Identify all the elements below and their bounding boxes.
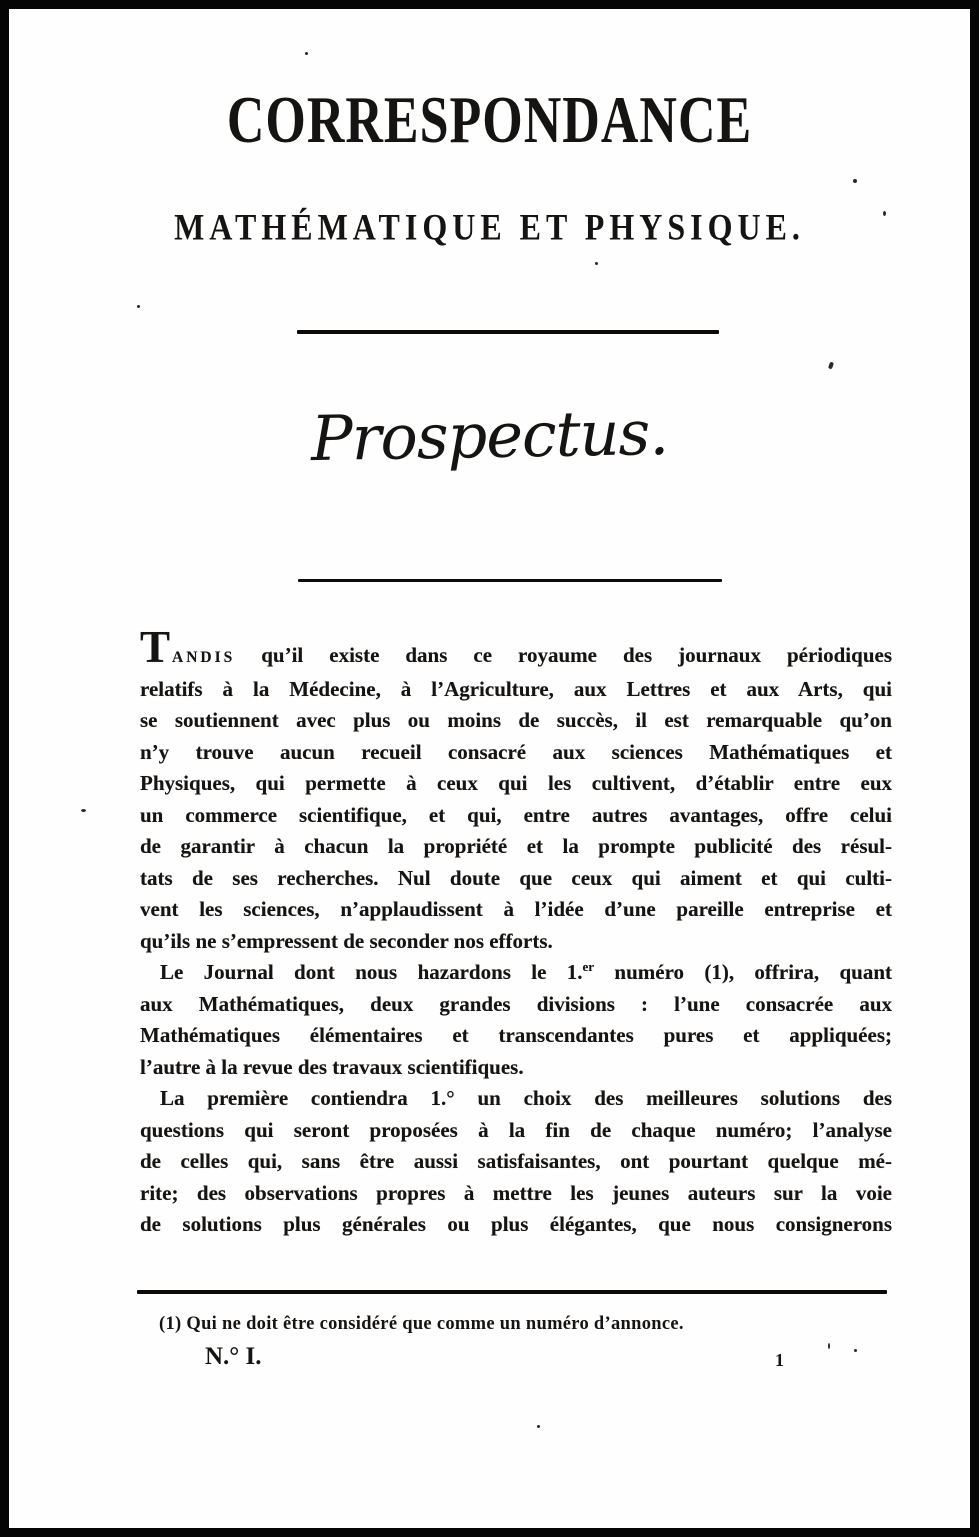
line-text: qu’il existe dans ce royaume des journaux périodiques	[235, 643, 892, 667]
line-text: Le Journal dont nous hazardons le 1.	[160, 960, 583, 984]
paragraph-2	[140, 957, 892, 1083]
scan-speck	[828, 362, 834, 370]
paragraph-line: La première contiendra 1.° un choix des meilleures solutions des	[160, 1086, 892, 1110]
footnote-text: (1) Qui ne doit être considéré que comme un numéro d’annonce.	[159, 1314, 684, 1334]
paragraph-line: de celles qui, sans être aussi satisfaisantes, ont pourtant quelque mé-	[140, 1149, 892, 1173]
paragraph-line: l’autre à la revue des travaux scientifiques.	[140, 1054, 524, 1079]
scan-speck	[828, 1343, 830, 1349]
journal-subtitle: MATHÉMATIQUE ET PHYSIQUE.	[174, 206, 805, 248]
paragraph-line: n’y trouve aucun recueil consacré aux sciences Mathématiques et	[140, 739, 892, 764]
paragraph-1	[140, 622, 892, 957]
scan-speck	[854, 1349, 857, 1352]
scan-speck	[305, 52, 308, 55]
journal-title: CORRESPONDANCE	[226, 84, 753, 158]
paragraph-line: Mathématiques élémentaires et transcendantes pures et appliquées;	[140, 1023, 892, 1047]
scan-speck	[537, 1425, 540, 1428]
paragraph-line: tats de ses recherches. Nul doute que ceux qui aiment et qui culti-	[140, 865, 892, 890]
paragraph-line: questions qui seront proposées à la fin de chaque numéro; l’analyse	[140, 1117, 892, 1142]
scan-speck	[853, 179, 857, 183]
paragraph-line: Physiques, qui permette à ceux qui les cultivent, d’établir entre eux	[140, 771, 892, 795]
article-body	[140, 622, 892, 1241]
scan-speck	[137, 305, 140, 308]
paragraph-3	[140, 1083, 892, 1241]
paragraph-line: relatifs à la Médecine, à l’Agriculture, aux Lettres et aux Arts, qui	[140, 676, 892, 701]
paragraph-line: se soutiennent avec plus ou moins de succès, il est remarquable qu’on	[140, 708, 892, 732]
paragraph-line: qu’ils ne s’empressent de seconder nos efforts.	[140, 928, 553, 953]
superscript-er: er	[582, 959, 595, 974]
page-number: 1	[775, 1350, 784, 1370]
scan-speck	[81, 809, 86, 812]
line-text: numéro (1), offrira, quant	[594, 960, 892, 984]
scan-speck	[595, 262, 598, 265]
paragraph-line: un commerce scientifique, et qui, entre autres avantages, offre celui	[140, 802, 892, 827]
section-heading-prospectus: Prospectus.	[310, 395, 669, 476]
paragraph-line: de garantir à chacun la propriété et la prompte publicité des résul-	[140, 834, 892, 858]
paragraph-line	[140, 957, 892, 989]
horizontal-rule-bottom	[298, 579, 722, 582]
scan-speck	[883, 211, 886, 216]
issue-signature-mark: N.° I.	[205, 1343, 262, 1370]
paragraph-line: de solutions plus générales ou plus élégantes, que nous consignerons	[140, 1212, 892, 1236]
footnote-separator-rule	[137, 1290, 887, 1294]
paragraph-line: rite; des observations propres à mettre les jeunes auteurs sur la voie	[140, 1180, 892, 1205]
horizontal-rule-top	[297, 330, 719, 334]
paragraph-line	[140, 622, 892, 674]
dropcap-letter: T	[140, 622, 173, 672]
paragraph-line: aux Mathématiques, deux grandes divisions : l’une consacrée aux	[140, 991, 892, 1016]
paragraph-line: vent les sciences, n’applaudissent à l’idée d’une pareille entreprise et	[140, 897, 892, 921]
smallcaps-word: ANDIS	[172, 649, 236, 666]
